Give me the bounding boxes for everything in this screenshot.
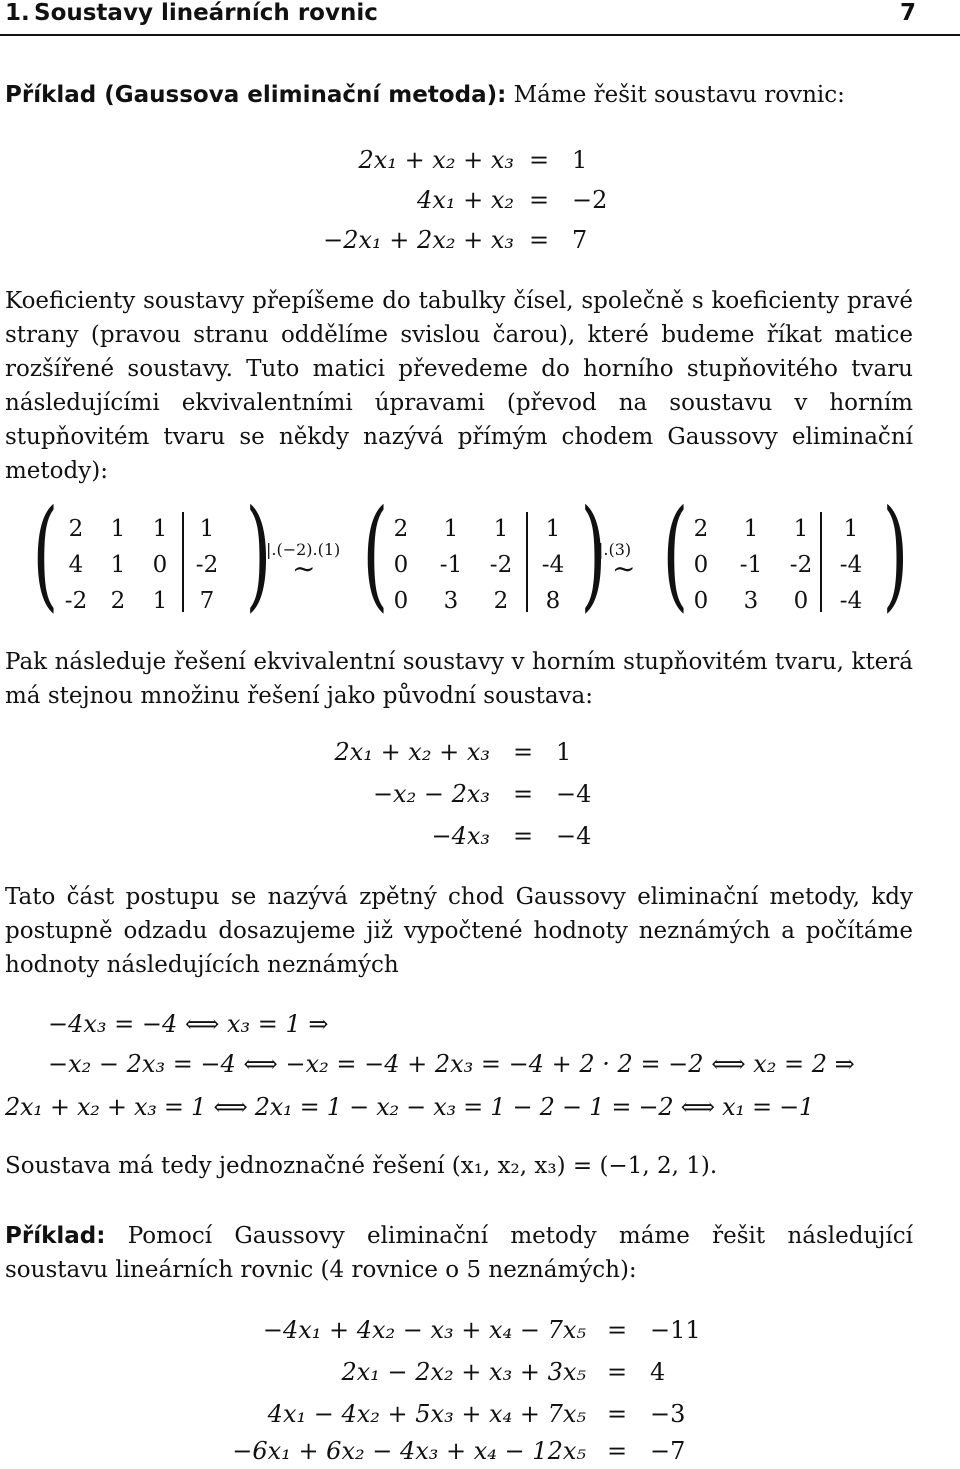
matrix-cell: 3: [743, 588, 759, 614]
matrix-cell: -1: [439, 552, 463, 578]
header-rule: [0, 34, 960, 36]
matrix-cell: 0: [793, 588, 809, 614]
left-paren: (: [32, 485, 59, 624]
left-paren: (: [662, 485, 689, 624]
right-paren: ): [580, 485, 607, 624]
paragraph-augmented-matrix: Koeficienty soustavy přepíšeme do tabulky čísel, společně s koeficienty pravé strany (pravou stranu oddělíme svislou čarou), které budeme říkat matice rozšířené soustavy. Tuto matici převedeme do horního stupňovitého tvaru následujícími ekvivalentními úpravami (převod na soustavu v horním stupňovitém tvaru se někdy nazývá přímým chodem Gaussovy eliminační metody):: [5, 288, 913, 484]
system2-row: [0, 818, 960, 854]
augment-bar: [820, 512, 822, 612]
matrix-cell: 1: [545, 516, 561, 542]
matrix-cell: -4: [541, 552, 565, 578]
equals-sign: =: [606, 1400, 628, 1428]
equals-sign: =: [512, 738, 534, 766]
right-paren: ): [245, 485, 272, 624]
matrix-cell: 0: [693, 552, 709, 578]
system1-row: [0, 182, 960, 218]
equation-lhs: 4x₁ + x₂: [417, 186, 514, 214]
matrix-cell: 1: [843, 516, 859, 542]
matrix-cell: 2: [110, 588, 126, 614]
matrix-cell: 1: [443, 516, 459, 542]
system3-row: [0, 1433, 960, 1469]
system1-row: [0, 142, 960, 178]
matrix-cell: 7: [199, 588, 215, 614]
matrix-cell: -2: [195, 552, 219, 578]
equation-rhs: 1: [556, 738, 572, 766]
equation-rhs: 1: [572, 146, 588, 174]
equation-lhs: 2x₁ − 2x₂ + x₃ + 3x₅: [341, 1358, 586, 1386]
system3-row: [0, 1312, 960, 1348]
paragraph-echelon-system: Pak následuje řešení ekvivalentní soustavy v horním stupňovitém tvaru, která má stejnou množinu řešení jako původní soustava:: [5, 649, 913, 709]
system3-row: [0, 1354, 960, 1390]
left-paren: (: [362, 485, 389, 624]
augment-bar: [526, 512, 528, 612]
equation-lhs: −2x₁ + 2x₂ + x₃: [323, 226, 514, 254]
running-header: [0, 0, 960, 30]
matrix-cell: 1: [199, 516, 215, 542]
equation-lhs: 2x₁ + x₂ + x₃: [334, 738, 490, 766]
matrix-cell: 2: [393, 516, 409, 542]
equals-sign: =: [606, 1316, 628, 1344]
equals-sign: =: [528, 146, 550, 174]
equation-rhs: −4: [556, 780, 592, 808]
matrix-cell: -2: [489, 552, 513, 578]
example2-paragraph: [5, 1219, 913, 1287]
equation-rhs: 7: [572, 226, 588, 254]
matrix-cell: 1: [152, 516, 168, 542]
chapter-title: Soustavy lineárních rovnic: [34, 0, 378, 26]
equation-lhs: −6x₁ + 6x₂ − 4x₃ + x₄ − 12x₅: [232, 1437, 586, 1465]
system3-row: [0, 1396, 960, 1432]
equation-rhs: −11: [650, 1316, 701, 1344]
example1-heading: Příklad (Gaussova eliminační metoda):: [5, 82, 507, 108]
example1-heading-line: [5, 82, 845, 108]
matrix-cell: 8: [545, 588, 561, 614]
equation-lhs: 2x₁ + x₂ + x₃: [358, 146, 514, 174]
equals-sign: =: [512, 780, 534, 808]
tilde-icon: ∼: [292, 552, 316, 585]
equation-lhs: 4x₁ − 4x₂ + 5x₃ + x₄ + 7x₅: [267, 1400, 586, 1428]
equation-rhs: −4: [556, 822, 592, 850]
matrix-cell: 0: [393, 552, 409, 578]
matrix-cell: 1: [793, 516, 809, 542]
equals-sign: =: [528, 226, 550, 254]
matrix-2: [360, 485, 607, 624]
equation-rhs: −2: [572, 186, 608, 214]
equals-sign: =: [606, 1437, 628, 1465]
matrix-cell: 4: [68, 552, 84, 578]
matrix-3: [660, 485, 909, 624]
matrix-cell: 1: [152, 588, 168, 614]
equation-lhs: −x₂ − 2x₃: [372, 780, 490, 808]
equation-rhs: −3: [650, 1400, 686, 1428]
matrix-cell: 3: [443, 588, 459, 614]
augment-bar: [182, 512, 184, 612]
back-substitution-line: 2x₁ + x₂ + x₃ = 1 ⟺ 2x₁ = 1 − x₂ − x₃ = 1 − 2 − 1 = −2 ⟺ x₁ = −1: [5, 1093, 814, 1121]
matrix-cell: 2: [493, 588, 509, 614]
matrix-cell: 2: [693, 516, 709, 542]
matrix-cell: 0: [152, 552, 168, 578]
matrix-cell: 0: [393, 588, 409, 614]
matrix-cell: 1: [493, 516, 509, 542]
back-substitution-line: −4x₃ = −4 ⟺ x₃ = 1 ⇒: [48, 1010, 329, 1038]
row-operation: |.(−2).(1): [266, 540, 341, 559]
system2-row: [0, 734, 960, 770]
tilde-icon: ∼: [612, 552, 636, 585]
matrix-cell: 1: [743, 516, 759, 542]
matrix-cell: 1: [110, 552, 126, 578]
paragraph-back-substitution: Tato část postupu se nazývá zpětný chod Gaussovy eliminační metody, kdy postupně odzadu dosazujeme již vypočtené hodnoty neznámých a počítáme hodnoty následujících neznámých: [5, 884, 913, 978]
page-number: 7: [899, 0, 916, 26]
conclusion: Soustava má tedy jednoznačné řešení (x₁, x₂, x₃) = (−1, 2, 1).: [5, 1153, 718, 1179]
equation-lhs: −4x₃: [431, 822, 490, 850]
example2-heading: Příklad:: [5, 1223, 106, 1249]
equation-rhs: 4: [650, 1358, 666, 1386]
matrix-cell: 2: [68, 516, 84, 542]
example2-intro: Pomocí Gaussovy eliminační metody máme řešit následující soustavu lineárních rovnic (4 rovnice o 5 neznámých):: [5, 1223, 914, 1283]
matrix-cell: -2: [64, 588, 88, 614]
matrix-cell: 1: [110, 516, 126, 542]
row-operation: |.(3): [598, 540, 632, 559]
equation-lhs: −4x₁ + 4x₂ − x₃ + x₄ − 7x₅: [262, 1316, 586, 1344]
chapter-number: 1.: [5, 0, 30, 26]
matrix-1: [30, 485, 272, 624]
back-substitution-line: −x₂ − 2x₃ = −4 ⟺ −x₂ = −4 + 2x₃ = −4 + 2 · 2 = −2 ⟺ x₂ = 2 ⇒: [48, 1050, 855, 1078]
right-paren: ): [882, 485, 909, 624]
matrix-cell: -4: [839, 552, 863, 578]
matrix-cell: -2: [789, 552, 813, 578]
matrix-cell: 0: [693, 588, 709, 614]
matrix-cell: -1: [739, 552, 763, 578]
example1-intro: Máme řešit soustavu rovnic:: [513, 82, 845, 108]
equals-sign: =: [512, 822, 534, 850]
equals-sign: =: [528, 186, 550, 214]
matrix-cell: -4: [839, 588, 863, 614]
system2-row: [0, 776, 960, 812]
equation-rhs: −7: [650, 1437, 686, 1465]
system1-row: [0, 222, 960, 258]
equals-sign: =: [606, 1358, 628, 1386]
